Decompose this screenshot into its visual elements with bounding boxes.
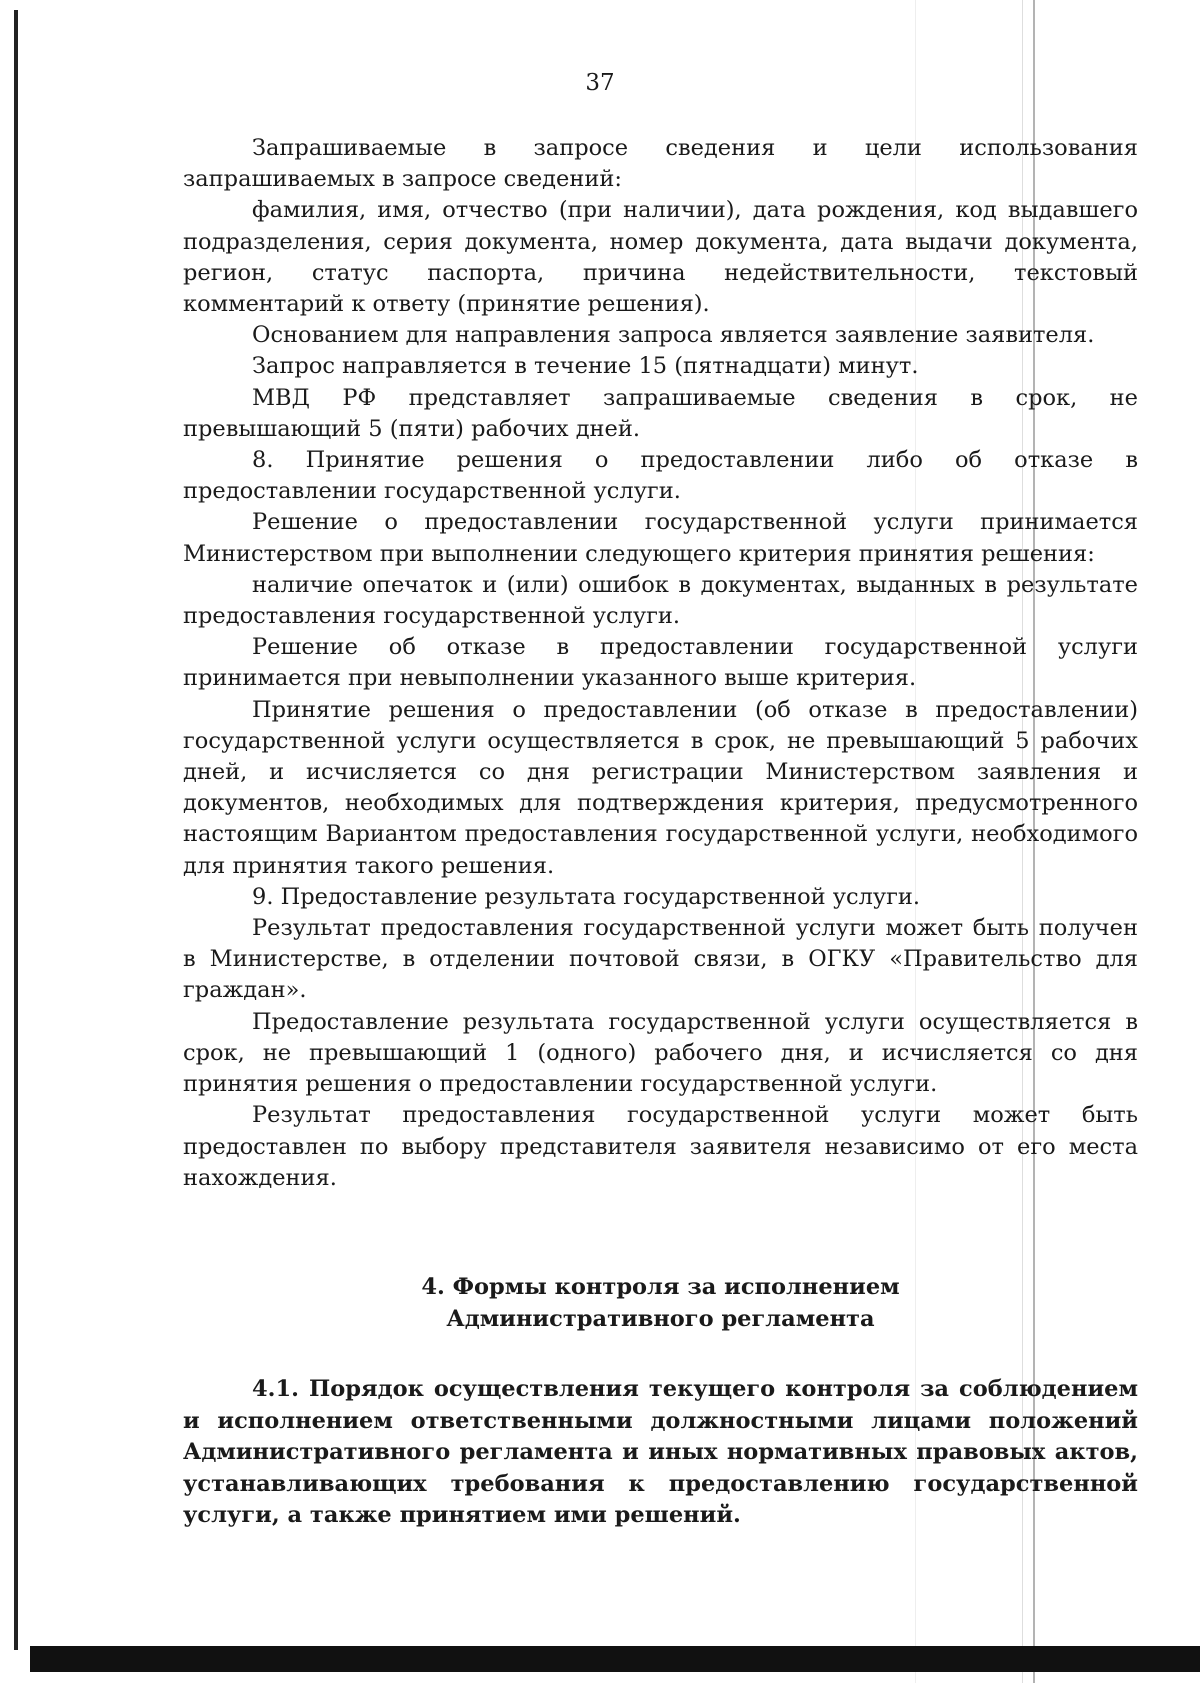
paragraph: Решение об отказе в предоставлении государственной услуги принимается при невыполнении указанного выше критерия. <box>183 634 1138 692</box>
paragraph: Решение о предоставлении государственной услуги принимается Министерством при выполнении следующего критерия принятия решения: <box>183 509 1138 567</box>
paragraph: Основанием для направления запроса является заявление заявителя. <box>252 322 1095 349</box>
scan-left-edge <box>14 10 18 1650</box>
paragraph: наличие опечаток и (или) ошибок в документах, выданных в результате предоставления государственной услуги. <box>183 571 1138 630</box>
subsection-heading: 4.1. Порядок осуществления текущего контроля за соблюдением и исполнением ответственными должностными лицами положений Административного регламента и иных нормативных правовых актов, устанавливающих требования к предоставлению государственной услуги, а также принятием ими решений. <box>183 1376 1138 1528</box>
page-number: 37 <box>585 70 615 96</box>
paragraph: МВД РФ представляет запрашиваемые сведения в срок, не превышающий 5 (пяти) рабочих дней. <box>183 384 1138 442</box>
section-heading-line: Административного регламента <box>446 1306 875 1332</box>
paragraph: Предоставление результата государственной услуги осуществляется в срок, не превышающий 1 (одного) рабочего дня, и исчисляется со дня принятия решения о предоставлении государственной услуги. <box>183 1008 1138 1098</box>
paragraph: Результат предоставления государственной услуги может быть предоставлен по выбору представителя заявителя независимо от его места нахождения. <box>183 1102 1138 1191</box>
section-heading-line: 4. Формы контроля за исполнением <box>421 1274 900 1300</box>
paragraph: фамилия, имя, отчество (при наличии), дата рождения, код выдавшего подразделения, серия документа, номер документа, дата выдачи документа, регион, статус паспорта, причина недействительности, текстовый комментарий к ответу (принятие решения). <box>183 197 1138 318</box>
scan-bottom-edge <box>30 1646 1200 1672</box>
section-heading <box>183 1271 1138 1335</box>
paragraph: 8. Принятие решения о предоставлении либо об отказе в предоставлении государственной услуги. <box>183 447 1138 505</box>
paragraph: 9. Предоставление результата государственной услуги. <box>252 883 921 910</box>
document-body <box>183 133 1138 1194</box>
paragraph: Принятие решения о предоставлении (об отказе в предоставлении) государственной услуги осуществляется в срок, не превышающий 5 рабочих дней, и исчисляется со дня регистрации Министерством заявления и документов, необходимых для подтверждения критерия, предусмотренного настоящим Вариантом предоставления государственной услуги, необходимого для принятия такого решения. <box>183 696 1138 879</box>
paragraph: Запрос направляется в течение 15 (пятнадцати) минут. <box>252 353 919 380</box>
paragraph: Запрашиваемые в запросе сведения и цели использования запрашиваемых в запросе сведений: <box>183 135 1138 193</box>
paragraph: Результат предоставления государственной услуги может быть получен в Министерстве, в отделении почтовой связи, в ОГКУ «Правительство для граждан». <box>183 915 1138 1004</box>
